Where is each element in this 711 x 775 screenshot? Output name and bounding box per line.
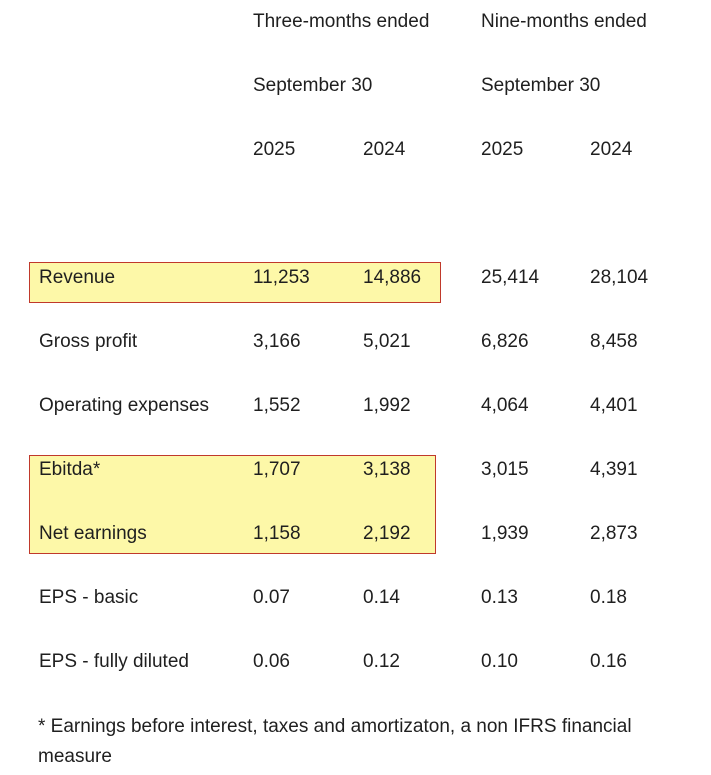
- operating-expenses-9m-2024: 4,401: [590, 395, 638, 416]
- three-months-period: September 30: [253, 75, 373, 96]
- year-header-9m-2024: 2024: [590, 139, 633, 160]
- gross-profit-9m-2025: 6,826: [481, 331, 529, 352]
- year-header-q-2024: 2024: [363, 139, 406, 160]
- revenue-q-2024: 14,886: [363, 267, 422, 288]
- eps-basic-9m-2025: 0.13: [481, 587, 518, 608]
- eps-basic-q-2025: 0.07: [253, 587, 290, 608]
- row-label-eps-basic: EPS - basic: [39, 587, 139, 608]
- net-earnings-q-2024: 2,192: [363, 523, 411, 544]
- row-label-net-earnings: Net earnings: [39, 523, 147, 544]
- eps-diluted-q-2025: 0.06: [253, 651, 290, 672]
- revenue-9m-2024: 28,104: [590, 267, 649, 288]
- row-label-operating-expenses: Operating expenses: [39, 395, 210, 416]
- ebitda-q-2024: 3,138: [363, 459, 411, 480]
- row-label-ebitda: Ebitda*: [39, 459, 101, 480]
- revenue-q-2025: 11,253: [253, 267, 310, 288]
- operating-expenses-9m-2025: 4,064: [481, 395, 529, 416]
- year-header-9m-2025: 2025: [481, 139, 524, 160]
- revenue-9m-2025: 25,414: [481, 267, 540, 288]
- eps-basic-9m-2024: 0.18: [590, 587, 627, 608]
- ebitda-9m-2024: 4,391: [590, 459, 638, 480]
- net-earnings-9m-2024: 2,873: [590, 523, 638, 544]
- operating-expenses-q-2025: 1,552: [253, 395, 301, 416]
- footnote: * Earnings before interest, taxes and amortizaton, a non IFRS financial measure: [38, 716, 632, 767]
- eps-diluted-9m-2024: 0.16: [590, 651, 627, 672]
- row-label-revenue: Revenue: [39, 267, 116, 288]
- nine-months-header: Nine-months ended: [481, 11, 647, 32]
- gross-profit-9m-2024: 8,458: [590, 331, 638, 352]
- operating-expenses-q-2024: 1,992: [363, 395, 411, 416]
- eps-diluted-q-2024: 0.12: [363, 651, 400, 672]
- gross-profit-q-2024: 5,021: [363, 331, 411, 352]
- nine-months-period: September 30: [481, 75, 601, 96]
- gross-profit-q-2025: 3,166: [253, 331, 301, 352]
- row-label-gross-profit: Gross profit: [39, 331, 138, 352]
- year-header-q-2025: 2025: [253, 139, 296, 160]
- ebitda-q-2025: 1,707: [253, 459, 301, 480]
- net-earnings-9m-2025: 1,939: [481, 523, 529, 544]
- eps-basic-q-2024: 0.14: [363, 587, 400, 608]
- eps-diluted-9m-2025: 0.10: [481, 651, 518, 672]
- net-earnings-q-2025: 1,158: [253, 523, 301, 544]
- row-label-eps-fully-diluted: EPS - fully diluted: [39, 651, 189, 672]
- ebitda-9m-2025: 3,015: [481, 459, 529, 480]
- three-months-header: Three-months ended: [253, 11, 430, 32]
